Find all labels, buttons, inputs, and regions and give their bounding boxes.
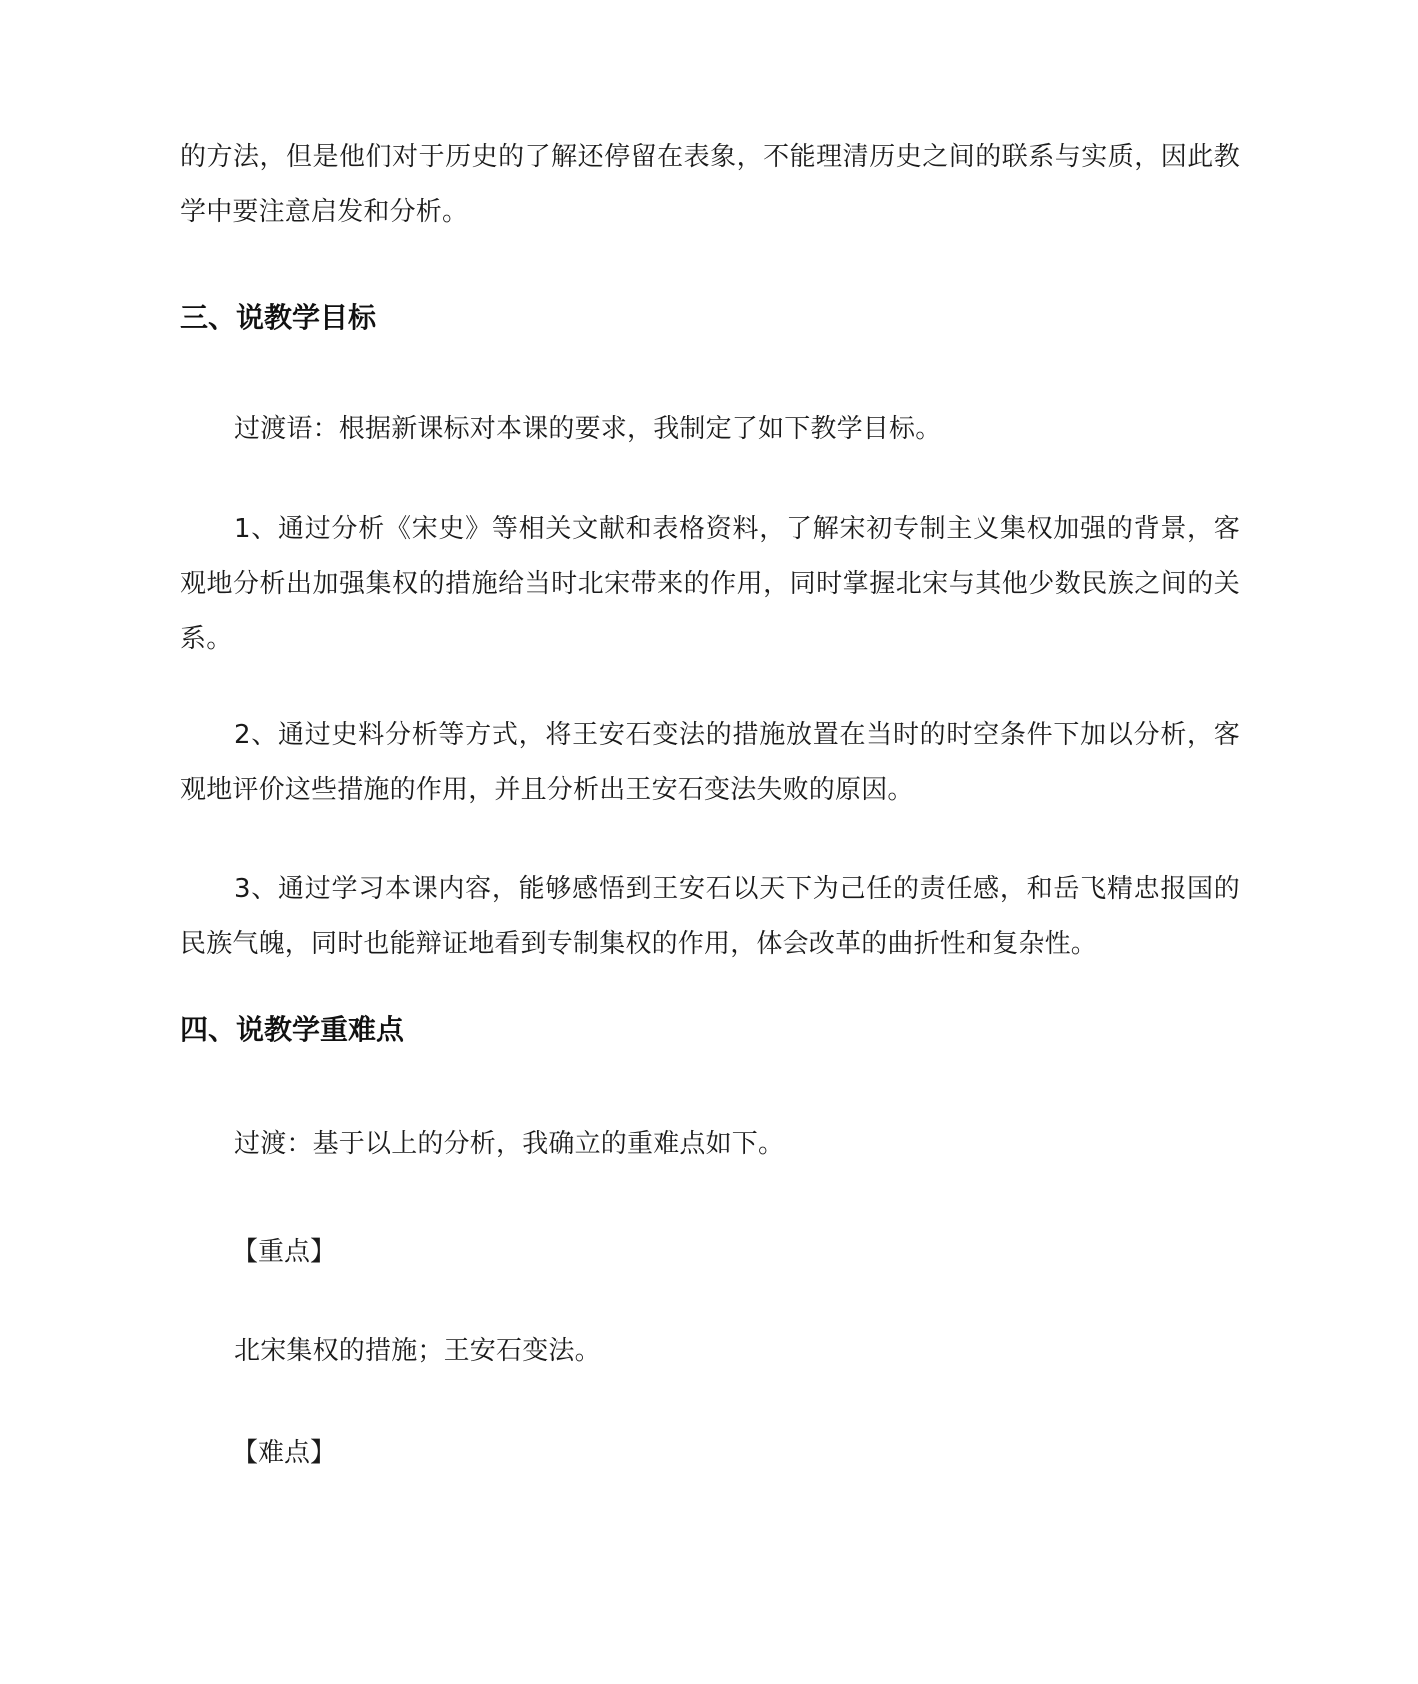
goal-item-2: 2、通过史料分析等方式，将王安石变法的措施放置在当时的时空条件下加以分析，客观地评价这些措施的作用，并且分析出王安石变法失败的原因。 <box>180 720 1240 805</box>
goal-item-3: 3、通过学习本课内容，能够感悟到王安石以天下为己任的责任感，和岳飞精忠报国的民族气魄，同时也能辩证地看到专制集权的作用，体会改革的曲折性和复杂性。 <box>180 874 1240 959</box>
section-3-heading: 三、说教学目标 <box>180 301 377 334</box>
section-4-heading: 四、说教学重难点 <box>180 1013 405 1046</box>
intro-continuation-paragraph: 的方法，但是他们对于历史的了解还停留在表象，不能理清历史之间的联系与实质，因此教学中要注意启发和分析。 <box>180 142 1240 227</box>
section-3-transition: 过渡语：根据新课标对本课的要求，我制定了如下教学目标。 <box>234 414 942 444</box>
key-point-label: 【重点】 <box>232 1237 337 1267</box>
difficult-point-label: 【难点】 <box>232 1438 337 1468</box>
key-point-text: 北宋集权的措施；王安石变法。 <box>234 1336 601 1366</box>
goal-item-1: 1、通过分析《宋史》等相关文献和表格资料，了解宋初专制主义集权加强的背景，客观地分析出加强集权的措施给当时北宋带来的作用，同时掌握北宋与其他少数民族之间的关系。 <box>180 514 1240 654</box>
section-4-transition: 过渡：基于以上的分析，我确立的重难点如下。 <box>234 1129 785 1159</box>
